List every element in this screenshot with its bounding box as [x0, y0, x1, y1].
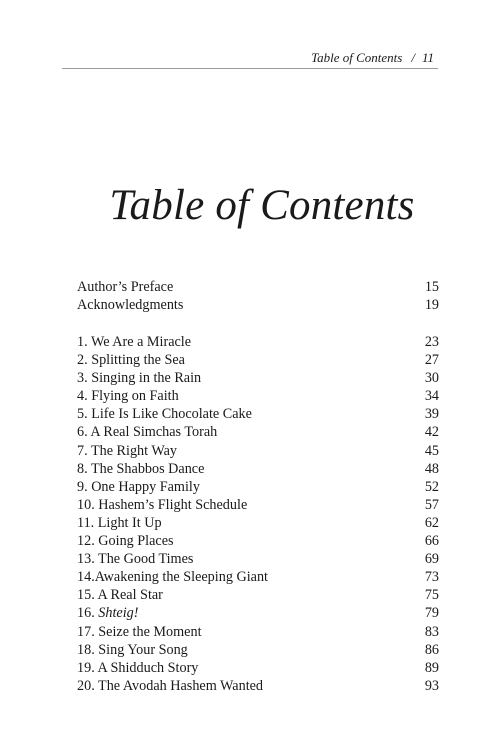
toc-chapter-page: 93 [424, 677, 439, 694]
toc-chapter-number: 1. [77, 334, 88, 350]
toc-entry-page: 15 [424, 279, 439, 295]
toc-chapter-page: 45 [424, 442, 439, 459]
toc-chapter-page: 89 [424, 659, 439, 676]
toc-chapter-row [77, 659, 439, 677]
toc-chapter-entry [77, 641, 188, 659]
toc-chapter-title: Light It Up [97, 514, 162, 531]
toc-entry-label: Author’s Preface [77, 279, 174, 295]
toc-chapter-title: A Shidduch Story [97, 659, 199, 676]
toc-entry-page: 19 [424, 297, 439, 314]
toc-chapter-number: 20. [77, 677, 95, 694]
running-header [62, 50, 438, 69]
toc-chapter-row [77, 532, 439, 550]
toc-chapter-row [77, 641, 439, 659]
toc-chapter-page: 48 [424, 460, 439, 477]
toc-chapter-page: 57 [424, 496, 439, 513]
toc-chapter-number: 19. [77, 659, 95, 676]
toc-chapter-page: 86 [424, 641, 439, 658]
toc-chapter-number: 17. [77, 623, 95, 640]
toc-chapter-row [77, 460, 439, 478]
toc-chapter-number: 4. [77, 388, 88, 405]
running-header-title: Table of Contents [311, 50, 403, 65]
toc-chapter-number: 8. [77, 460, 88, 477]
toc-chapter-title: The Good Times [98, 551, 194, 568]
toc-chapter-title: One Happy Family [91, 478, 200, 495]
toc-chapter-entry [77, 460, 204, 478]
toc-chapter-entry [77, 659, 198, 677]
toc-chapter-entry [77, 604, 138, 622]
toc-chapter-number: 18. [77, 641, 95, 658]
toc-chapter-page: 75 [424, 587, 439, 604]
toc-chapter-title: A Real Simchas Torah [90, 424, 218, 441]
toc-chapter-row [77, 351, 439, 369]
toc-chapter-row [77, 514, 439, 532]
toc-chapter-page: 27 [424, 352, 439, 369]
page-number: 11 [421, 50, 434, 65]
toc-chapter-entry [77, 623, 202, 641]
toc-chapter-page: 73 [424, 569, 439, 586]
toc-chapter-entry [77, 677, 263, 695]
toc-chapter-number: 6. [77, 424, 88, 441]
toc-chapter-entry [77, 387, 179, 405]
toc-chapter-row [77, 333, 439, 351]
toc-chapter-row [77, 550, 439, 568]
toc-chapter-row [77, 496, 439, 514]
toc-chapter-number: 5. [77, 406, 88, 423]
toc-chapter-number: 15. [77, 587, 95, 604]
toc-chapter-page: 79 [424, 605, 439, 622]
toc-chapter-title: The Shabbos Dance [90, 460, 205, 477]
toc-chapter-title: Flying on Faith [91, 388, 179, 405]
toc-chapter-page: 42 [424, 424, 439, 441]
toc-chapter-number: 9. [77, 478, 88, 495]
toc-entry-authors-preface [77, 278, 439, 296]
toc-chapter-entry [77, 478, 200, 496]
toc-chapter-title: The Right Way [90, 442, 178, 459]
toc-chapter-number: 3. [77, 370, 88, 387]
running-header-separator: / [411, 50, 415, 65]
toc-chapter-number: 13. [77, 551, 95, 568]
toc-chapter-page: 69 [424, 551, 439, 568]
toc-chapter-title: Sing Your Song [98, 641, 188, 658]
page-title: Table of Contents [109, 182, 415, 229]
toc-chapter-title: Hashem’s Flight Schedule [98, 496, 248, 513]
toc-chapter-number: 11. [77, 514, 95, 531]
toc-chapter-title: Going Places [98, 533, 174, 550]
toc-chapter-row [77, 568, 439, 586]
toc-chapter-page: 39 [424, 406, 439, 423]
toc-chapter-row [77, 677, 439, 695]
toc-chapter-title: Life Is Like Chocolate Cake [91, 406, 252, 423]
toc-chapter-page: 30 [424, 370, 439, 387]
toc-chapter-title: The Avodah Hashem Wanted [98, 677, 264, 694]
toc-chapter-title: We Are a Miracle [90, 334, 192, 350]
toc-chapter-page: 66 [424, 533, 439, 550]
front-matter-list [77, 278, 439, 314]
toc-chapter-entry [77, 550, 193, 568]
toc-chapter-entry [77, 496, 247, 514]
toc-chapter-number: 2. [77, 352, 88, 369]
toc-chapter-title: Seize the Moment [98, 623, 202, 640]
toc-chapter-title: Shteig! [98, 605, 139, 622]
chapter-list [77, 333, 439, 695]
toc-chapter-entry [77, 405, 252, 423]
toc-chapter-entry [77, 568, 268, 586]
toc-chapter-entry [77, 514, 162, 532]
toc-chapter-row [77, 369, 439, 387]
toc-chapter-page: 52 [424, 478, 439, 495]
toc-chapter-entry [77, 586, 163, 604]
toc-chapter-number: 10. [77, 496, 95, 513]
toc-chapter-title: A Real Star [97, 587, 163, 604]
toc-chapter-title: Splitting the Sea [91, 352, 185, 369]
toc-chapter-entry [77, 532, 174, 550]
toc-chapter-row [77, 623, 439, 641]
toc-chapter-entry [77, 369, 201, 387]
toc-chapter-row [77, 405, 439, 423]
toc-chapter-title: Singing in the Rain [91, 370, 202, 387]
toc-chapter-row [77, 604, 439, 622]
toc-chapter-number: 16. [77, 605, 95, 622]
toc-chapter-entry [77, 333, 191, 351]
toc-chapter-page: 83 [424, 623, 439, 640]
toc-chapter-row [77, 478, 439, 496]
toc-chapter-number: 12. [77, 533, 95, 550]
toc-chapter-number: 14. [77, 569, 95, 586]
toc-chapter-row [77, 387, 439, 405]
toc-entry-acknowledgments [77, 296, 439, 314]
toc-entry-label: Acknowledgments [77, 297, 184, 314]
toc-chapter-row [77, 423, 439, 441]
toc-chapter-entry [77, 351, 185, 369]
toc-chapter-page: 23 [424, 334, 439, 350]
toc-chapter-entry [77, 442, 177, 460]
toc-chapter-number: 7. [77, 442, 88, 459]
toc-chapter-title: Awakening the Sleeping Giant [94, 569, 268, 586]
toc-chapter-entry [77, 423, 217, 441]
toc-chapter-row [77, 442, 439, 460]
toc-chapter-row [77, 586, 439, 604]
toc-chapter-page: 62 [424, 514, 439, 531]
toc-chapter-page: 34 [424, 388, 439, 405]
